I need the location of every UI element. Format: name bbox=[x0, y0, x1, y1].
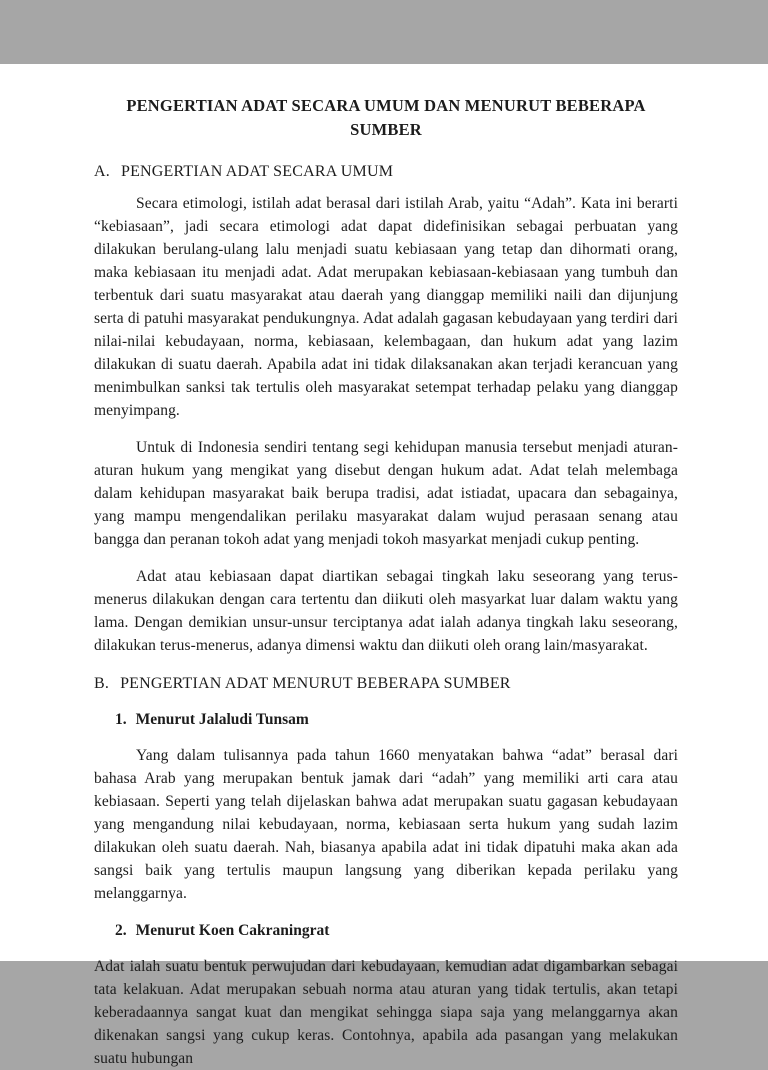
section-a-paragraph-1: Secara etimologi, istilah adat berasal dari istilah Arab, yaitu “Adah”. Kata ini berarti “kebiasaan”, jadi secara etimologi adat dapat didefinisikan sebagai perbuatan yang dilakukan berulang-ulang lalu menjadi suatu kebiasaan yang tetap dan dihormati orang, maka kebiasaan itu menjadi adat. Adat merupakan kebiasaan-kebiasaan yang tumbuh dan terbentuk dari suatu masyarakat atau daerah yang dianggap memiliki naili dan dijunjung serta di patuhi masyarakat pendukungnya. Adat adalah gagasan kebudayaan yang terdiri dari nilai-nilai kebudayaan, norma, kebiasaan, kelembagaan, dan hukum adat yang lazim dilakukan di suatu daerah. Apabila adat ini tidak dilaksanakan akan terjadi kerancuan yang menimbulkan sanksi tak tertulis oleh masyarakat setempat terhadap pelaku yang dianggap menyimpang. bbox=[94, 195, 678, 419]
subsection-2-number: 2. bbox=[115, 922, 127, 939]
section-a-label: A. bbox=[94, 163, 110, 180]
subsection-2-heading-text: Menurut Koen Cakraningrat bbox=[135, 922, 330, 939]
section-a-paragraph-3: Adat atau kebiasaan dapat diartikan sebagai tingkah laku seseorang yang terus-menerus dilakukan dengan cara tertentu dan diikuti oleh masyarkat luar dalam waktu yang lama. Dengan demikian unsur-unsur terciptanya adat ialah adanya tingkah laku seseorang, dilakukan terus-menerus, adanya dimensi waktu dan diikuti oleh orang lain/masyarakat. bbox=[94, 568, 678, 654]
section-b-heading-text: PENGERTIAN ADAT MENURUT BEBERAPA SUMBER bbox=[120, 675, 511, 692]
subsection-1-number: 1. bbox=[115, 711, 127, 728]
subsection-1-heading-text: Menurut Jalaludi Tunsam bbox=[135, 711, 309, 728]
section-b-heading bbox=[94, 672, 678, 695]
subsection-1-heading bbox=[94, 708, 678, 731]
subsection-2-paragraph: Adat ialah suatu bentuk perwujudan dari kebudayaan, kemudian adat digambarkan sebagai tata kelakuan. Adat merupakan sebuah norma atau aturan yang tidak tertulis, akan tetapi keberadaannya sangat kuat dan mengikat sehingga siapa saja yang melanggarnya akan dikenakan sangsi yang cukup keras. Contohnya, apabila ada pasangan yang melakukan suatu hubungan bbox=[94, 958, 678, 1067]
section-b-label: B. bbox=[94, 675, 110, 692]
section-a-paragraph-2: Untuk di Indonesia sendiri tentang segi kehidupan manusia tersebut menjadi aturan-aturan hukum yang mengikat yang disebut dengan hukum adat. Adat telah melembaga dalam kehidupan masyarakat baik berupa tradisi, adat istiadat, upacara dan sebagainya, yang mampu mengendalikan perilaku masyarakat dalam wujud perasaan senang atau bangga dan peranan tokoh adat yang menjadi tokoh masyarkat menjadi cukup penting. bbox=[94, 439, 678, 548]
subsection-1-paragraph: Yang dalam tulisannya pada tahun 1660 menyatakan bahwa “adat” berasal dari bahasa Arab yang merupakan bentuk jamak dari “adah” yang memiliki arti cara atau kebiasaan. Seperti yang telah dijelaskan bahwa adat merupakan suatu gagasan kebudayaan yang mengandung nilai kebudayaan, norma, kebiasaan serta hukum yang sudah lazim dilakukan oleh suatu daerah. Nah, biasanya apabila adat ini tidak dipatuhi maka akan ada sangsi baik yang tertulis maupun langsung yang diberikan kepada perilaku yang melanggarnya. bbox=[94, 747, 678, 902]
subsection-2-heading bbox=[94, 919, 678, 942]
section-a-heading-text: PENGERTIAN ADAT SECARA UMUM bbox=[120, 163, 394, 180]
section-a-heading bbox=[94, 160, 678, 183]
document-page bbox=[0, 64, 768, 1067]
document-title: PENGERTIAN ADAT SECARA UMUM DAN MENURUT BEBERAPA SUMBER bbox=[126, 96, 646, 139]
